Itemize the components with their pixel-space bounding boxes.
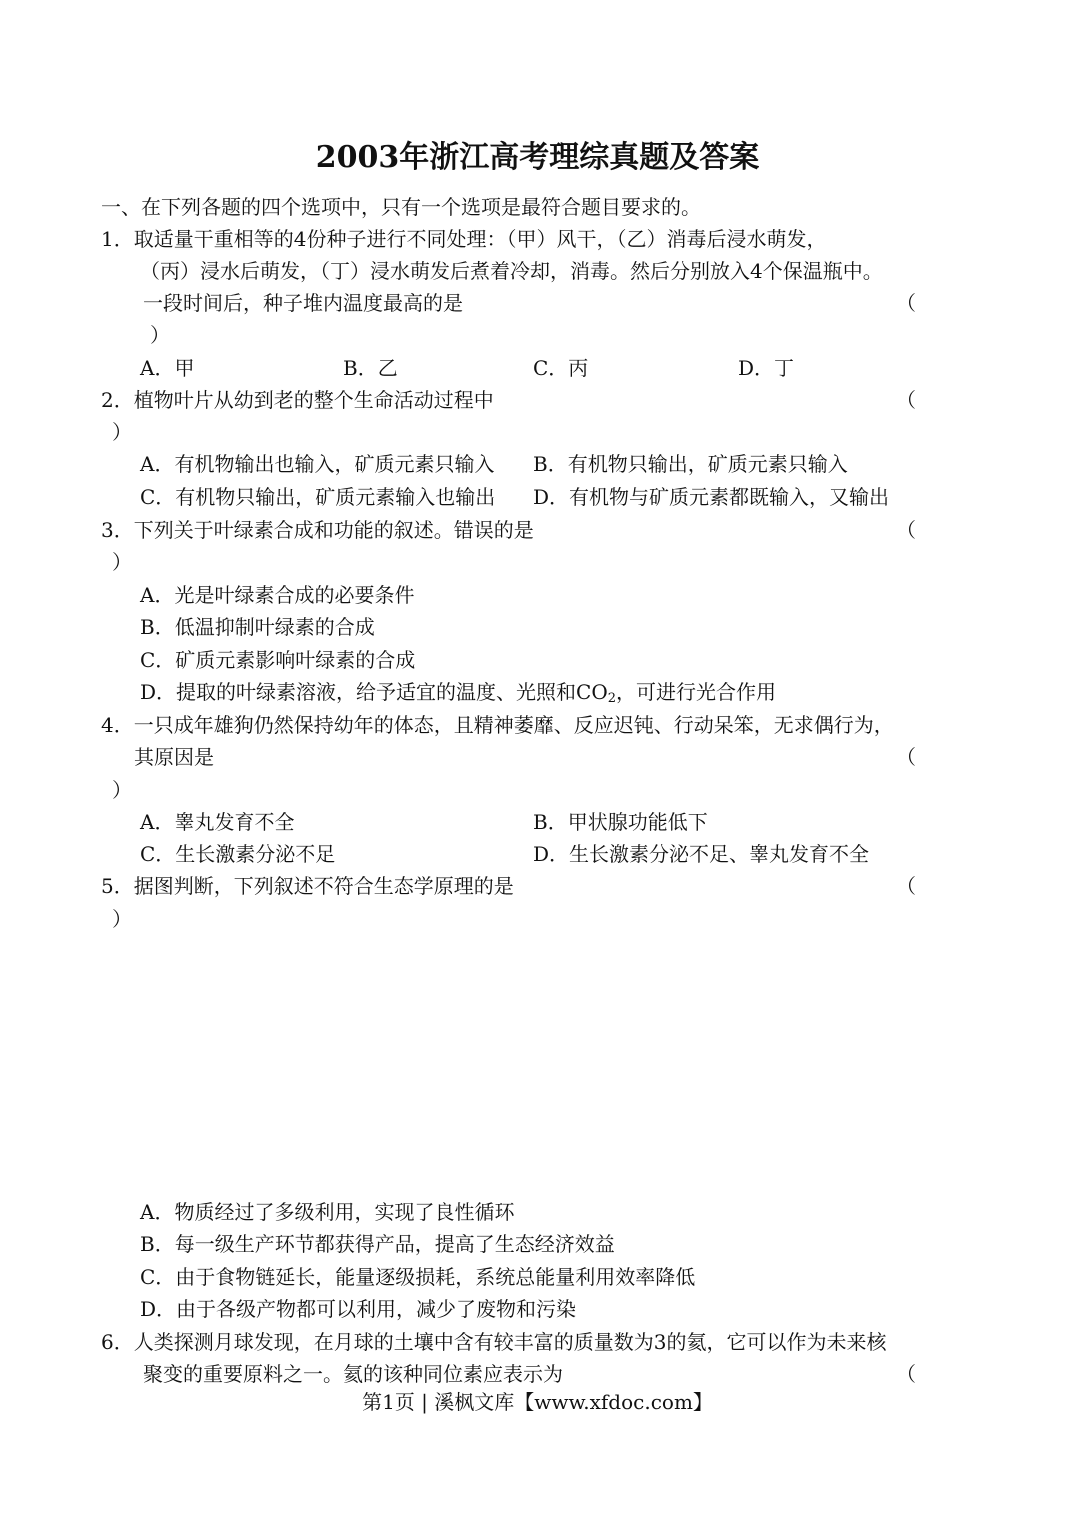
q5-open-paren: （: [896, 874, 916, 898]
q6-open-paren: （: [896, 1362, 916, 1386]
q4-option-c: C．生长激素分泌不足: [140, 842, 336, 866]
q1-open-paren: （: [896, 291, 916, 315]
q2-open-paren: （: [896, 388, 916, 412]
q3-close-paren: ）: [112, 550, 132, 574]
q1-option-b: B．乙: [343, 356, 398, 380]
q1-option-a: A．甲: [140, 356, 195, 380]
q2-option-a: A．有机物输出也输入，矿质元素只输入: [140, 452, 495, 476]
page-footer: 第1页 | 溪枫文库【www.xfdoc.com】: [362, 1390, 713, 1414]
q1-line3: 一段时间后，种子堆内温度最高的是: [143, 291, 463, 315]
q5-figure-placeholder: [130, 935, 950, 1190]
q4-open-paren: （: [896, 745, 916, 769]
q4-close-paren: ）: [112, 778, 132, 802]
q6-line1: 6．人类探测月球发现，在月球的土壤中含有较丰富的质量数为3的氦，它可以作为未来核: [101, 1330, 887, 1354]
q4-option-a: A．睾丸发育不全: [140, 810, 295, 834]
q3-option-d-text: D．提取的叶绿素溶液，给予适宜的温度、光照和CO: [140, 680, 608, 704]
q5-option-a: A．物质经过了多级利用，实现了良性循环: [140, 1200, 515, 1224]
q3-option-b: B．低温抑制叶绿素的合成: [140, 615, 375, 639]
q1-close-paren: ）: [150, 323, 170, 347]
q5-line1: 5．据图判断，下列叙述不符合生态学原理的是: [101, 874, 514, 898]
q4-line2: 其原因是: [134, 745, 214, 769]
q1-line1: 1．取适量干重相等的4份种子进行不同处理：（甲）风干，（乙）消毒后浸水萌发，: [101, 227, 827, 251]
q2-line1: 2．植物叶片从幼到老的整个生命活动过程中: [101, 388, 494, 412]
q3-option-a: A．光是叶绿素合成的必要条件: [140, 583, 415, 607]
page-title: 2003年浙江高考理综真题及答案: [315, 140, 760, 175]
q1-option-c: C．丙: [533, 356, 589, 380]
q5-option-c: C．由于食物链延长，能量逐级损耗，系统总能量利用效率降低: [140, 1265, 696, 1289]
q3-option-d: [140, 679, 776, 712]
q3-option-c: C．矿质元素影响叶绿素的合成: [140, 648, 416, 672]
q4-option-d: D．生长激素分泌不足、睾丸发育不全: [533, 842, 870, 866]
q4-line1: 4．一只成年雄狗仍然保持幼年的体态，且精神萎靡、反应迟钝、行动呆笨，无求偶行为，: [101, 713, 894, 737]
q3-open-paren: （: [896, 518, 916, 542]
q2-option-c: C．有机物只输出，矿质元素输入也输出: [140, 485, 496, 509]
q2-option-d: D．有机物与矿质元素都既输入，又输出: [533, 485, 890, 509]
q5-option-b: B．每一级生产环节都获得产品，提高了生态经济效益: [140, 1232, 615, 1256]
q1-line2: （丙）浸水后萌发，（丁）浸水萌发后煮着冷却，消毒。然后分别放入4个保温瓶中。: [140, 259, 883, 283]
section-intro: 一、在下列各题的四个选项中，只有一个选项是最符合题目要求的。: [101, 195, 701, 219]
q1-option-d: D．丁: [738, 356, 795, 380]
q2-option-b: B．有机物只输出，矿质元素只输入: [533, 452, 848, 476]
q5-option-d: D．由于各级产物都可以利用，减少了废物和污染: [140, 1297, 577, 1321]
q3-option-d-subscript: 2: [607, 691, 617, 706]
q2-close-paren: ）: [112, 420, 132, 444]
q6-line2: 聚变的重要原料之一。氦的该种同位素应表示为: [143, 1362, 563, 1386]
q4-option-b: B．甲状腺功能低下: [533, 810, 708, 834]
q3-line1: 3．下列关于叶绿素合成和功能的叙述。错误的是: [101, 518, 534, 542]
q5-close-paren: ）: [112, 907, 132, 931]
q3-option-d-tail: ，可进行光合作用: [616, 680, 777, 704]
